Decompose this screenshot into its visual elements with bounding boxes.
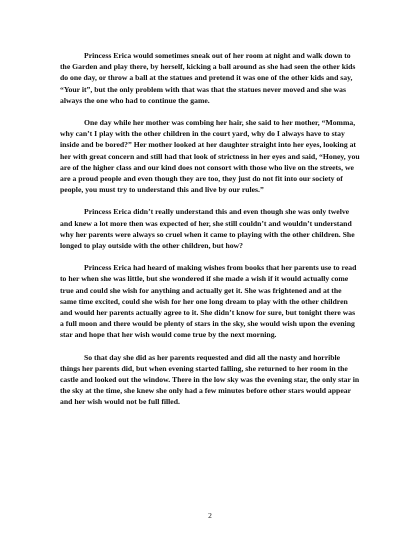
paragraph-3: Princess Erica didn’t really understand this and even though she was only twelve and knew a lot more then was expected of her, she still couldn’t and wouldn’t understand why her parents were always so cruel when it came to playing with the other children. She longed to play outside with the other children, but how? [60,207,355,251]
paragraph-2: One day while her mother was combing her hair, she said to her mother, “Momma, why can’t I play with the other children in the court yard, why do I always have to stay inside and be bored?” Her mother looked at her daughter straight into her eyes, looking at her with great concern and still had that look of strictness in her eyes and said, “Honey, you are of the higher class and our kind does not consort with those who live on the streets, we are a proud people and even though they are too, they just do not fit into our society of people, you must try to understand this and live by our rules.” [60,118,360,195]
paragraph-1: Princess Erica would sometimes sneak out of her room at night and walk down to the Garden and play there, by herself, kicking a ball around as she had seen the other kids do one day, or throw a ball at the statues and pretend it was one of the other kids and say, “Your it”, but the only problem with that was that the statues never moved and she was always the one who had to continue the game. [60,51,356,105]
paragraph-5: So that day she did as her parents requested and did all the nasty and horrible things her parents did, but when evening started falling, she returned to her room in the castle and looked out the window. There in the low sky was the evening star, the only star in the sky at the time, she knew she only had a few minutes before other stars would appear and her wish would not be full filled. [60,352,360,407]
page-number: 2 [208,511,212,520]
body-text [60,50,360,419]
paragraph-4: Princess Erica had heard of making wishes from books that her parents use to read to her when she was little, but she wondered if she made a wish if it would actually come true and could she wish for anything and actually get it. She was frightened and at the same time excited, could she wish for her one long dream to play with the other children and would her parents actually agree to it. She didn’t know for sure, but tonight there was a full moon and there would be plenty of stars in the sky, she would wish upon the evening star and hope that her wish would come true by the next morning. [60,263,357,340]
